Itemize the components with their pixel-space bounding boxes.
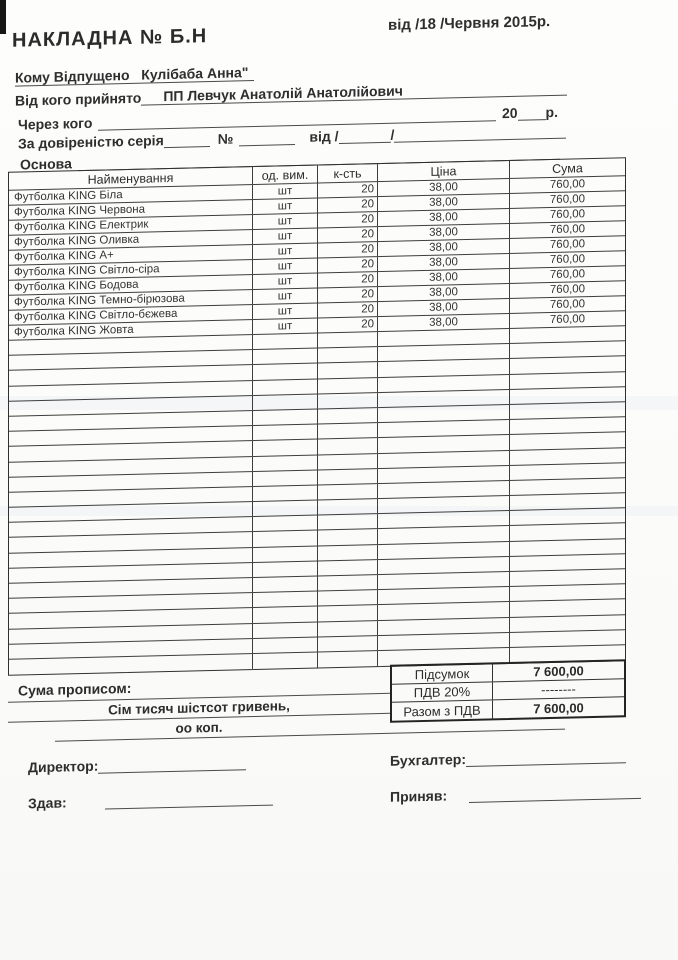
item-unit-cell: шт	[252, 199, 317, 215]
basis-label: Основа	[20, 155, 72, 173]
empty-cell	[509, 509, 625, 526]
empty-cell	[317, 651, 377, 668]
empty-cell	[252, 531, 317, 547]
item-sum-cell: 760,00	[509, 251, 625, 268]
proxy-no-blank	[239, 128, 295, 146]
empty-cell	[317, 636, 377, 652]
empty-cell	[317, 362, 377, 378]
proxy-series-blank	[164, 130, 210, 148]
item-unit-cell: шт	[252, 319, 317, 335]
empty-cell	[252, 440, 317, 456]
item-unit-cell: шт	[252, 304, 317, 320]
empty-cell	[252, 485, 317, 501]
empty-cell	[317, 438, 377, 454]
item-price-cell: 38,00	[377, 224, 509, 241]
empty-cell	[509, 478, 625, 495]
empty-cell	[509, 448, 625, 465]
supplier-label: Від кого прийнято	[15, 89, 142, 109]
item-unit-cell: шт	[252, 214, 317, 230]
empty-cell	[509, 463, 625, 480]
item-name-cell: Футболка KING Бодова	[14, 278, 139, 294]
item-sum-cell: 760,00	[509, 311, 625, 328]
item-name-cell: Футболка KING Електрик	[14, 218, 149, 234]
empty-cell	[509, 539, 625, 556]
empty-cell	[509, 357, 625, 374]
amount-words-line2: оо коп.	[175, 719, 223, 736]
signature-line	[98, 754, 246, 773]
recipient-label: Кому Відпущено	[15, 66, 130, 86]
empty-cell	[509, 524, 625, 541]
item-price-cell: 38,00	[377, 269, 509, 286]
empty-cell	[317, 545, 377, 561]
empty-cell	[317, 408, 377, 424]
empty-cell	[252, 561, 317, 577]
director-signature	[28, 754, 246, 775]
empty-cell	[252, 455, 317, 471]
empty-cell	[317, 378, 377, 394]
item-qty-cell: 20	[317, 287, 377, 302]
empty-cell	[252, 409, 317, 425]
empty-cell	[317, 423, 377, 439]
empty-cell	[252, 546, 317, 562]
header-cell-qty: к-сть	[317, 164, 377, 182]
item-sum-cell: 760,00	[509, 206, 625, 223]
item-sum-cell: 760,00	[509, 296, 625, 313]
proxy-date-blank	[339, 126, 391, 144]
empty-cell	[252, 577, 317, 593]
empty-cell	[509, 600, 625, 617]
item-qty-cell: 20	[317, 257, 377, 272]
empty-cell	[509, 341, 625, 358]
empty-cell	[317, 590, 377, 606]
empty-cell	[509, 569, 625, 586]
empty-cell	[317, 605, 377, 621]
accountant-signature	[390, 747, 626, 769]
signature-line	[466, 747, 626, 767]
item-qty-cell: 20	[317, 197, 377, 212]
empty-cell	[509, 417, 625, 434]
empty-cell	[317, 560, 377, 576]
item-sum-cell: 760,00	[509, 191, 625, 208]
empty-cell	[317, 530, 377, 546]
empty-cell	[509, 402, 625, 419]
recipient-value: Кулібаба Анна"	[141, 64, 249, 83]
empty-cell	[317, 393, 377, 409]
item-name-cell: Футболка KING Червона	[14, 203, 145, 219]
item-name-cell: Футболка KING Оливка	[14, 233, 140, 249]
empty-cell	[317, 514, 377, 530]
proxy-rest-blank	[394, 122, 566, 143]
subtotal-value: 7 600,00	[492, 661, 624, 681]
proxy-from-label: від /	[309, 128, 339, 145]
empty-cell	[509, 615, 625, 632]
item-sum-cell: 760,00	[509, 221, 625, 238]
empty-cell	[317, 621, 377, 637]
empty-cell	[317, 499, 377, 515]
total-label: Разом з ПДВ	[403, 702, 481, 719]
director-label: Директор:	[28, 757, 99, 776]
item-price-cell: 38,00	[377, 194, 509, 211]
item-price-cell: 38,00	[377, 239, 509, 256]
recipient-line	[15, 64, 254, 87]
item-qty-cell: 20	[317, 227, 377, 242]
empty-cell	[252, 379, 317, 395]
invoice-date: від /18 /Червня 2015р.	[388, 13, 551, 34]
items-table	[8, 157, 626, 676]
vat-value: --------	[492, 679, 624, 699]
signature-line	[469, 783, 641, 803]
item-price-cell: 38,00	[377, 254, 509, 271]
supplier-value: ПП Левчук Анатолій Анатолійович	[163, 82, 403, 105]
item-price-cell: 38,00	[377, 299, 509, 316]
page-title: НАКЛАДНА № Б.Н	[12, 25, 208, 52]
item-price-cell: 38,00	[377, 209, 509, 226]
empty-cell	[252, 637, 317, 653]
received-signature	[390, 783, 641, 805]
empty-cell	[317, 454, 377, 470]
item-price-cell: 38,00	[377, 179, 509, 196]
proxy-label: За довіреністю серія	[18, 132, 164, 152]
empty-cell	[252, 652, 317, 669]
signature-line	[105, 790, 273, 810]
item-name-cell: Футболка KING Світло-сіра	[14, 263, 160, 279]
empty-cell	[509, 433, 625, 450]
item-name-cell: Футболка KING А+	[14, 249, 114, 264]
subtotal-label: Підсумок	[414, 665, 470, 683]
via-year-suffix: р.	[545, 103, 558, 121]
item-unit-cell: шт	[252, 289, 317, 305]
empty-cell	[252, 334, 317, 350]
via-year: 20	[501, 104, 518, 122]
empty-cell	[317, 332, 377, 348]
proxy-no-label: №	[217, 130, 234, 147]
item-sum-cell: 760,00	[509, 266, 625, 283]
item-price-cell: 38,00	[377, 314, 509, 331]
item-sum-cell: 760,00	[509, 236, 625, 253]
empty-cell	[252, 470, 317, 486]
item-unit-cell: шт	[252, 259, 317, 275]
gave-signature	[28, 790, 273, 812]
item-unit-cell: шт	[252, 184, 317, 200]
header-cell-price: Ціна	[377, 161, 509, 181]
item-qty-cell: 20	[317, 317, 377, 332]
item-qty-cell: 20	[317, 242, 377, 257]
totals-box	[390, 659, 626, 723]
accountant-label: Бухгалтер:	[390, 751, 466, 769]
items-table-body	[9, 176, 625, 675]
via-year-blank	[518, 103, 546, 121]
total-value: 7 600,00	[492, 697, 624, 718]
empty-cell	[509, 372, 625, 389]
item-name-cell: Футболка KING Біла	[14, 189, 123, 204]
amount-in-words-block	[8, 671, 390, 741]
empty-cell	[252, 622, 317, 638]
empty-cell	[317, 575, 377, 591]
empty-cell	[509, 630, 625, 647]
item-unit-cell: шт	[252, 244, 317, 260]
empty-cell	[252, 516, 317, 532]
gave-label: Здав:	[28, 794, 67, 812]
item-qty-cell: 20	[317, 302, 377, 317]
item-qty-cell: 20	[317, 182, 377, 197]
received-label: Приняв:	[390, 787, 448, 805]
header-cell-name: Найменування	[87, 170, 174, 187]
item-qty-cell: 20	[317, 272, 377, 287]
item-name-cell: Футболка KING Жовта	[14, 323, 134, 339]
supplier-blank-line	[403, 79, 567, 100]
header-cell-sum: Сума	[509, 158, 625, 178]
empty-cell	[252, 394, 317, 410]
empty-cell	[509, 584, 625, 601]
empty-cell	[252, 607, 317, 623]
empty-cell	[317, 347, 377, 363]
empty-cell	[252, 364, 317, 380]
empty-cell	[509, 554, 625, 571]
amount-words-line1: Сім тисяч шістсот гривень,	[8, 694, 390, 723]
empty-cell	[252, 592, 317, 608]
item-unit-cell: шт	[252, 274, 317, 290]
empty-cell	[252, 349, 317, 365]
proxy-slash: /	[390, 126, 395, 143]
empty-cell	[317, 484, 377, 500]
item-unit-cell: шт	[252, 229, 317, 245]
empty-cell	[317, 469, 377, 485]
header-cell-unit: од. вим.	[252, 166, 317, 185]
vat-label: ПДВ 20%	[413, 683, 471, 701]
item-name-cell: Футболка KING Темно-бірюзова	[14, 292, 185, 309]
amount-in-words-label: Сума прописом:	[8, 671, 390, 703]
empty-cell	[509, 493, 625, 510]
empty-cell	[509, 326, 625, 343]
item-price-cell: 38,00	[377, 284, 509, 301]
empty-cell	[509, 387, 625, 404]
item-qty-cell: 20	[317, 212, 377, 227]
empty-cell	[252, 501, 317, 517]
item-sum-cell: 760,00	[509, 176, 625, 193]
empty-cell	[252, 425, 317, 441]
item-name-cell: Футболка KING Світло-бєжева	[14, 307, 178, 324]
via-label: Через кого	[18, 114, 93, 133]
item-sum-cell: 760,00	[509, 281, 625, 298]
